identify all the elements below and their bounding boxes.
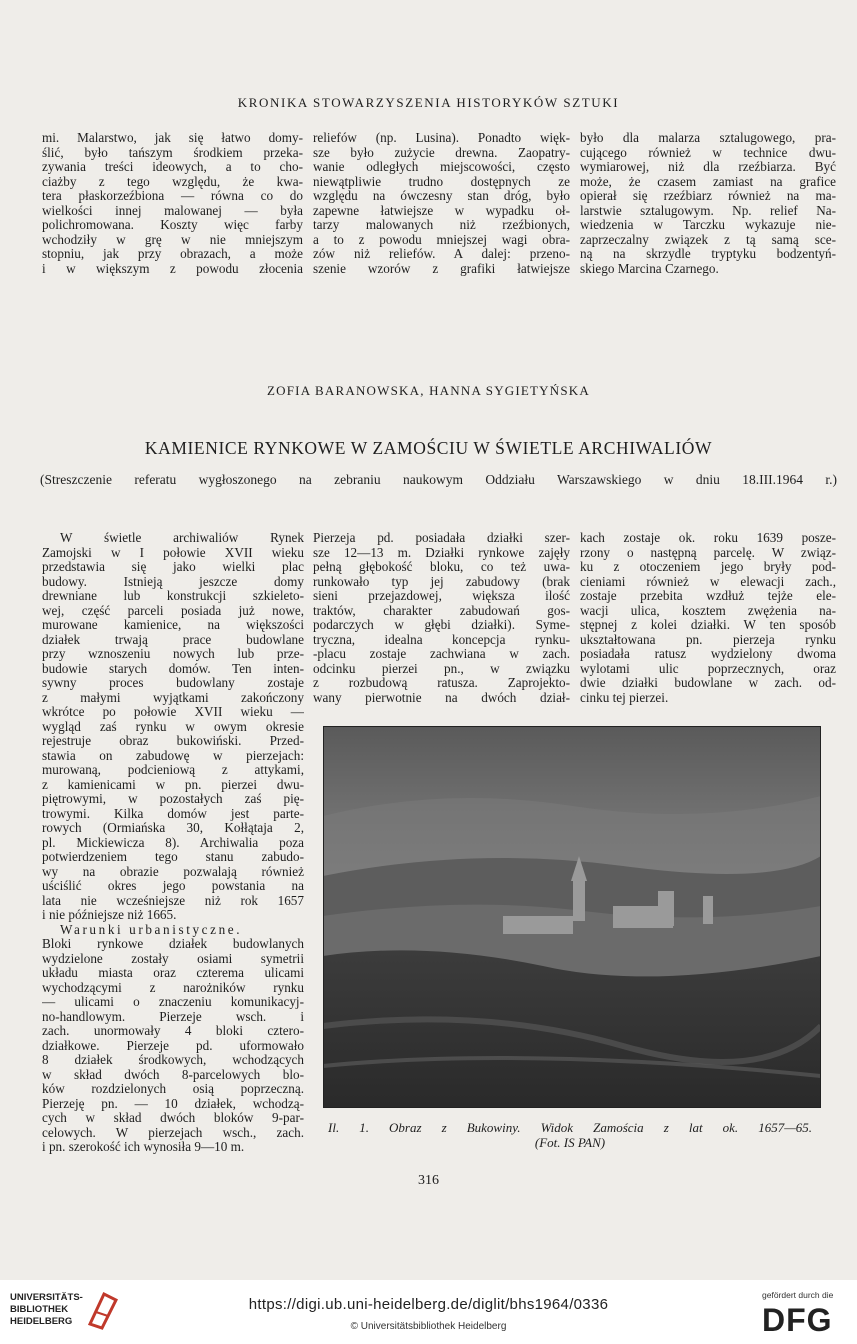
text-line: budowie starych domów. Ten inten- <box>42 661 304 676</box>
text-line: działek trwają prace budowlane <box>42 632 304 647</box>
top-column-2 <box>313 131 570 276</box>
text-line: przy wznoszeniu nowych lub prze- <box>42 647 304 661</box>
text-line: kach zostaje ok. roku 1639 posze- <box>580 531 836 545</box>
text-line: 8 działek środkowych, wchodzących <box>42 1053 304 1067</box>
figure-caption <box>328 1120 812 1150</box>
text-line: traktów, charakter zabudowań gos- <box>313 603 570 618</box>
text-line: a to z powodu mniejszej wagi obra- <box>313 232 570 247</box>
body-column-1 <box>42 531 304 1155</box>
text-line: ślić, było tańszym środkiem przeka- <box>42 145 303 160</box>
text-line: przedstawia się jako wielki plac <box>42 560 304 574</box>
body-column-2 <box>313 531 570 705</box>
running-head: KRONIKA STOWARZYSZENIA HISTORYKÓW SZTUKI <box>237 95 620 110</box>
text-line: dwie działki budowlane w zach. od- <box>580 676 836 690</box>
text-line: W świetle archiwaliów Rynek <box>60 531 304 545</box>
article-title: KAMIENICE RYNKOWE W ZAMOŚCIU W ŚWIETLE ARCHIWALIÓW <box>144 438 713 458</box>
text-line: — ulicami o znaczeniu komunikacyj- <box>42 995 304 1009</box>
text-line: było dla malarza sztalugowego, pra- <box>580 131 836 145</box>
text-line: ciażby z tego względu, że kwa- <box>42 174 303 189</box>
text-line: piętrowymi, w pozostałych zaś pię- <box>42 792 304 806</box>
text-line: trowymi. Kilka domów jest parte- <box>42 806 304 821</box>
text-line: lata nie wcześniejsze niż rok 1657 <box>42 893 304 908</box>
text-line: działkowe. Pierzeje pd. uformowało <box>42 1038 304 1053</box>
section-heading: Warunki urbanistyczne. <box>60 922 243 937</box>
text-line: wkrótce po połowie XVII wieku — <box>42 705 304 719</box>
text-line: z kamienicami w pn. pierzei dwu- <box>42 777 304 792</box>
text-line: stępnej z kolei działki. W ten sposób <box>580 618 836 632</box>
text-line: reliefów (np. Lusina). Ponadto więk- <box>313 131 570 145</box>
text-line: wiedzenia w Tarczku wykazuje nie- <box>580 218 836 232</box>
text-line: cinku tej pierzei. <box>580 690 669 705</box>
text-line: cych w skład dwóch bloków 9-par- <box>42 1111 304 1125</box>
text-line: ną na skrzydle tryptyku bodzentyń- <box>580 247 836 261</box>
text-line: może, że czasem zamiast na grafice <box>580 174 836 189</box>
funding-note: gefördert durch die <box>762 1290 834 1300</box>
text-line: z rozbudową ratusza. Zaprojekto- <box>313 676 570 690</box>
library-logo-text: UNIVERSITÄTS- BIBLIOTHEK HEIDELBERG <box>10 1292 83 1327</box>
text-line: Pierzeja pd. posiadała działki szer- <box>313 531 570 545</box>
text-line: celowych. W pierzejach wsch., zach. <box>42 1125 304 1140</box>
text-line: cującego również w technice dwu- <box>580 145 836 160</box>
text-line: sze było zużycie drewna. Zaopatry- <box>313 145 570 160</box>
text-line: potwierdzeniem tego stanu zabudo- <box>42 850 304 864</box>
text-line: wymiarowej, niż dla rzeźbiarza. Być <box>580 160 836 174</box>
text-line: zostaje przebita wzdłuż tejże ele- <box>580 589 836 603</box>
text-line: stawia on zabudowę w pierzejach: <box>42 748 304 763</box>
text-line: niewątpliwie trudno dostępnych ze <box>313 174 570 189</box>
text-line: i nie późniejsze niż 1665. <box>42 908 177 922</box>
text-line: wany pierwotnie na dwóch dział- <box>313 690 570 705</box>
text-line: wylotami ulic poprzecznych, oraz <box>580 661 836 676</box>
text-line: uściślić okres jego powstania na <box>42 879 304 893</box>
text-line: tarzy malowanych niż rzeźbionych, <box>313 218 570 232</box>
text-line: budowy. Istnieją jeszcze domy <box>42 574 304 589</box>
text-line: murowane kamienice, na większości <box>42 618 304 632</box>
text-line: względu na ówczesny stan dróg, było <box>313 189 570 203</box>
top-column-1 <box>42 131 303 276</box>
text-line: i w większym z powodu złocenia <box>42 261 303 276</box>
text-line: zapewne łatwiejsze w wypadku oł- <box>313 203 570 218</box>
text-line: podarczych w głębi działki). Syme- <box>313 618 570 632</box>
text-line: opierał się rzeźbiarz również na ma- <box>580 189 836 203</box>
text-line: drewniane lub konstrukcji szkieleto- <box>42 589 304 603</box>
page-number: 316 <box>418 1173 439 1188</box>
text-line: wanie odległych miejscowości, często <box>313 160 570 174</box>
copyright-notice: © Universitätsbibliothek Heidelberg <box>350 1321 507 1332</box>
text-line: posiadała ratusz wydzielony dwoma <box>580 647 836 661</box>
text-line: mi. Malarstwo, jak się łatwo domy- <box>42 131 303 145</box>
text-line: wy na obrazie pozwalają również <box>42 864 304 879</box>
text-line: cieniami również w elewacji zach., <box>580 574 836 589</box>
text-line: runkowało typ jej zabudowy (brak <box>313 574 570 589</box>
text-line: z małymi wyjątkami zakończony <box>42 690 304 705</box>
dfg-logo: DFG <box>762 1302 833 1338</box>
text-line: ukształtowana pn. pierzeja rynku <box>580 632 836 647</box>
text-line: no-handlowym. Pierzeje wsch. i <box>42 1009 304 1024</box>
text-line: wchodziły w grę w nie mniejszym <box>42 232 303 247</box>
text-line: rzony o następną parcelę. W związ- <box>580 545 836 560</box>
text-line: wej, część parceli posiada już nowe, <box>42 603 304 618</box>
text-line: odcinku pierzei pn., w związku <box>313 661 570 676</box>
text-line: Bloki rynkowe działek budowlanych <box>42 937 304 951</box>
text-line: murowaną, podcieniową z attykami, <box>42 763 304 777</box>
body-column-3 <box>580 531 836 705</box>
text-line: wacji ulica, kosztem zwężenia na- <box>580 603 836 618</box>
text-line: pełną głębokość bloku, co też uwa- <box>313 560 570 574</box>
text-line: stopniu, jak przy obrazach, a może <box>42 247 303 261</box>
text-line: Zamojski w I połowie XVII wieku <box>42 545 304 560</box>
text-line: rowych (Ormiańska 30, Kołłątaja 2, <box>42 821 304 835</box>
text-line: rejestruje obraz bukowiński. Przed- <box>42 734 304 748</box>
viewer-footer <box>0 1280 857 1344</box>
painting-illustration <box>323 726 821 1108</box>
text-line: wygląd zaś rynku w owym okresie <box>42 719 304 734</box>
text-line: zach. unormowały 4 bloki cztero- <box>42 1024 304 1038</box>
text-line: sieni przejazdowej, większa ilość <box>313 589 570 603</box>
article-subtitle: (Streszczenie referatu wygłoszonego na zebraniu naukowym Oddziału Warszawskiego w dniu 18.III.1964 r.) <box>40 472 837 487</box>
text-line: polichromowana. Koszty więc farby <box>42 218 303 232</box>
top-column-3 <box>580 131 836 276</box>
article-authors: ZOFIA BARANOWSKA, HANNA SYGIETYŃSKA <box>267 383 590 398</box>
text-line: wychodzącymi z narożników rynku <box>42 980 304 995</box>
figure-painting-zamosc <box>323 726 821 1108</box>
text-line: sze 12—13 m. Działki rynkowe zajęły <box>313 545 570 560</box>
text-line: zywania treści ideowych, a to cho- <box>42 160 303 174</box>
text-line: Pierzeję pn. — 10 działek, wchodzą- <box>42 1096 304 1111</box>
permalink-url[interactable]: https://digi.ub.uni-heidelberg.de/diglit/bhs1964/0336 <box>248 1296 609 1313</box>
text-line: wielkości innej malowanej — była <box>42 203 303 218</box>
text-line: skiego Marcina Czarnego. <box>580 261 719 276</box>
text-line: szenie wzorów z grafiki łatwiejsze <box>313 261 570 276</box>
text-line: sywny proces budowlany zostaje <box>42 676 304 690</box>
text-line: w skład dwóch 8-parcelowych blo- <box>42 1067 304 1082</box>
caption-line-1: Il. 1. Obraz z Bukowiny. Widok Zamościa z lat ok. 1657—65. <box>328 1120 812 1135</box>
text-line: tryczna, idealna koncepcja rynku- <box>313 632 570 647</box>
text-line: tera płaskorzeźbiona — równa co do <box>42 189 303 203</box>
text-line: zów niż reliefów. A dalej: przeno- <box>313 247 570 261</box>
text-line: i pn. szerokość ich wynosiła 9—10 m. <box>42 1140 245 1154</box>
text-line: pl. Mickiewicza 8). Archiwalia poza <box>42 835 304 850</box>
text-line: układu miasta oraz czterema ulicami <box>42 966 304 980</box>
text-line: ków rozdzielonych osią poprzeczną. <box>42 1082 304 1096</box>
text-line: ku z otoczeniem jego bryły pod- <box>580 560 836 574</box>
text-line: wydzielone zostały osiami symetrii <box>42 951 304 966</box>
text-line: zaprzeczalny związek z tą samą sce- <box>580 232 836 247</box>
caption-line-2: (Fot. IS PAN) <box>534 1135 606 1150</box>
text-line: larstwie sztalugowym. Np. relief Na- <box>580 203 836 218</box>
text-line: -placu zostaje zachwiana w zach. <box>313 647 570 661</box>
